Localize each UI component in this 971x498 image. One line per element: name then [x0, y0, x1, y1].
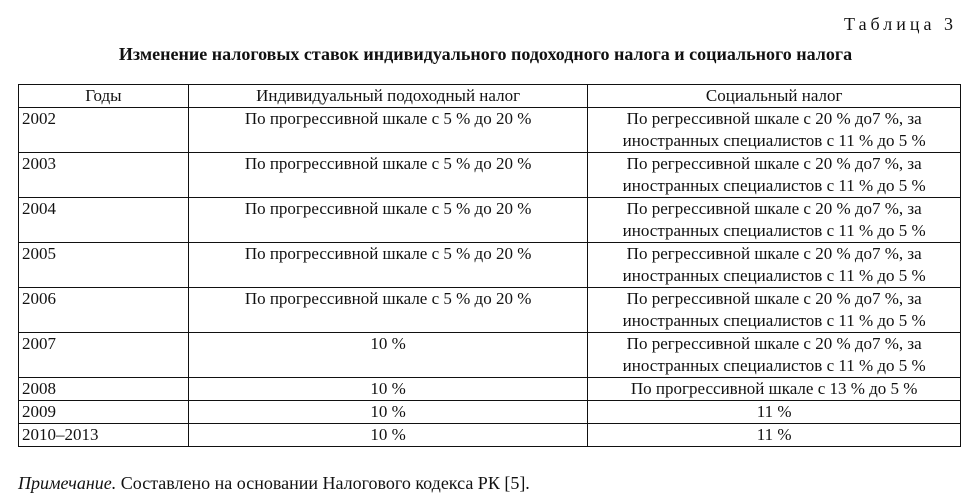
cell-income-tax: 10 %	[188, 378, 588, 401]
cell-social-tax: По регрессивной шкале с 20 % до7 %, за иностранных специалистов с 11 % до 5 %	[588, 243, 961, 288]
table-number-label: Таблица 3	[844, 14, 957, 34]
cell-year: 2010–2013	[19, 424, 189, 447]
cell-year: 2004	[19, 198, 189, 243]
tax-rates-table	[18, 84, 961, 447]
table-row	[19, 153, 961, 198]
table-row	[19, 288, 961, 333]
cell-income-tax: По прогрессивной шкале с 5 % до 20 %	[188, 288, 588, 333]
table-note	[18, 473, 530, 494]
header-years: Годы	[19, 85, 189, 108]
cell-year: 2009	[19, 401, 189, 424]
table-row	[19, 243, 961, 288]
note-text: Составлено на основании Налогового кодекса РК [5].	[116, 473, 530, 493]
cell-year: 2005	[19, 243, 189, 288]
cell-social-tax: По регрессивной шкале с 20 % до7 %, за иностранных специалистов с 11 % до 5 %	[588, 288, 961, 333]
table-row	[19, 424, 961, 447]
cell-income-tax: 10 %	[188, 333, 588, 378]
table-row	[19, 333, 961, 378]
cell-social-tax: По регрессивной шкале с 20 % до7 %, за иностранных специалистов с 11 % до 5 %	[588, 198, 961, 243]
cell-social-tax: По регрессивной шкале с 20 % до7 %, за иностранных специалистов с 11 % до 5 %	[588, 108, 961, 153]
cell-year: 2002	[19, 108, 189, 153]
cell-income-tax: По прогрессивной шкале с 5 % до 20 %	[188, 108, 588, 153]
cell-year: 2003	[19, 153, 189, 198]
cell-social-tax: 11 %	[588, 401, 961, 424]
cell-income-tax: По прогрессивной шкале с 5 % до 20 %	[188, 198, 588, 243]
cell-year: 2006	[19, 288, 189, 333]
cell-year: 2007	[19, 333, 189, 378]
table-row	[19, 108, 961, 153]
table-row	[19, 198, 961, 243]
table-title: Изменение налоговых ставок индивидуального подоходного налога и социального налога	[118, 44, 853, 64]
cell-income-tax: По прогрессивной шкале с 5 % до 20 %	[188, 153, 588, 198]
cell-social-tax: 11 %	[588, 424, 961, 447]
table-row	[19, 401, 961, 424]
header-social-tax: Социальный налог	[588, 85, 961, 108]
note-label: Примечание.	[18, 473, 117, 493]
cell-social-tax: По регрессивной шкале с 20 % до7 %, за иностранных специалистов с 11 % до 5 %	[588, 333, 961, 378]
cell-social-tax: По прогрессивной шкале с 13 % до 5 %	[588, 378, 961, 401]
cell-income-tax: По прогрессивной шкале с 5 % до 20 %	[188, 243, 588, 288]
cell-year: 2008	[19, 378, 189, 401]
cell-social-tax: По регрессивной шкале с 20 % до7 %, за иностранных специалистов с 11 % до 5 %	[588, 153, 961, 198]
cell-income-tax: 10 %	[188, 424, 588, 447]
cell-income-tax: 10 %	[188, 401, 588, 424]
table-header-row	[19, 85, 961, 108]
header-income-tax: Индивидуальный подоходный налог	[188, 85, 588, 108]
table-row	[19, 378, 961, 401]
